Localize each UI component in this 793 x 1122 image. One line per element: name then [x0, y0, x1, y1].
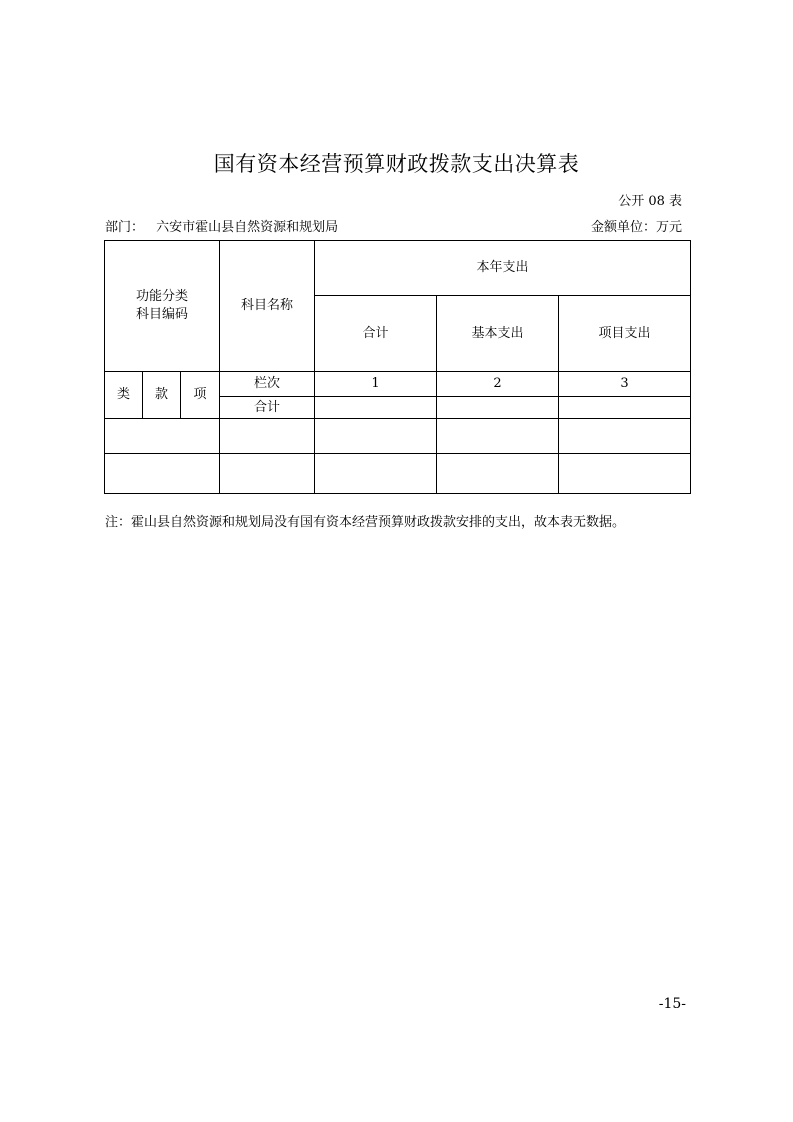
empty-cell: [559, 419, 691, 454]
empty-cell: [315, 454, 437, 494]
col-project-header: 项目支出: [559, 296, 691, 372]
sub-xiang: 项: [181, 372, 220, 419]
col-total-header: 合计: [315, 296, 437, 372]
empty-cell: [437, 419, 559, 454]
column-no-label: 栏次: [220, 372, 315, 397]
total-cell-1: [315, 397, 437, 419]
sub-lei: 类: [105, 372, 143, 419]
table-row: [105, 454, 691, 494]
column-no-2: 2: [437, 372, 559, 397]
empty-cell: [105, 419, 220, 454]
func-class-line1: 功能分类: [135, 289, 188, 304]
func-class-line2: 科目编码: [135, 307, 188, 322]
empty-cell: [105, 454, 220, 494]
empty-cell: [559, 454, 691, 494]
empty-cell: [315, 419, 437, 454]
func-class-header: [105, 241, 220, 372]
department-label: 部门：: [105, 220, 145, 235]
total-cell-3: [559, 397, 691, 419]
total-row-label: 合计: [220, 397, 315, 419]
amount-unit: 金额单位：万元: [590, 220, 682, 235]
column-no-3: 3: [559, 372, 691, 397]
empty-cell: [220, 419, 315, 454]
column-no-1: 1: [315, 372, 437, 397]
sub-kuan: 款: [143, 372, 181, 419]
table-row: [105, 419, 691, 454]
current-year-expense-header: 本年支出: [315, 241, 691, 296]
table-note: 注：霍山县自然资源和规划局没有国有资本经营预算财政拨款安排的支出，故本表无数据。: [105, 515, 626, 530]
expense-table: [104, 240, 691, 494]
page-title: 国有资本经营预算财政拨款支出决算表: [213, 152, 580, 176]
department-line: [105, 216, 338, 235]
empty-cell: [220, 454, 315, 494]
form-code: 公开 08 表: [618, 194, 682, 209]
empty-cell: [437, 454, 559, 494]
page-number: -15-: [658, 996, 686, 1012]
total-cell-2: [437, 397, 559, 419]
col-basic-header: 基本支出: [437, 296, 559, 372]
subject-name-header: 科目名称: [220, 241, 315, 372]
department-name: 六安市霍山县自然资源和规划局: [156, 220, 339, 235]
